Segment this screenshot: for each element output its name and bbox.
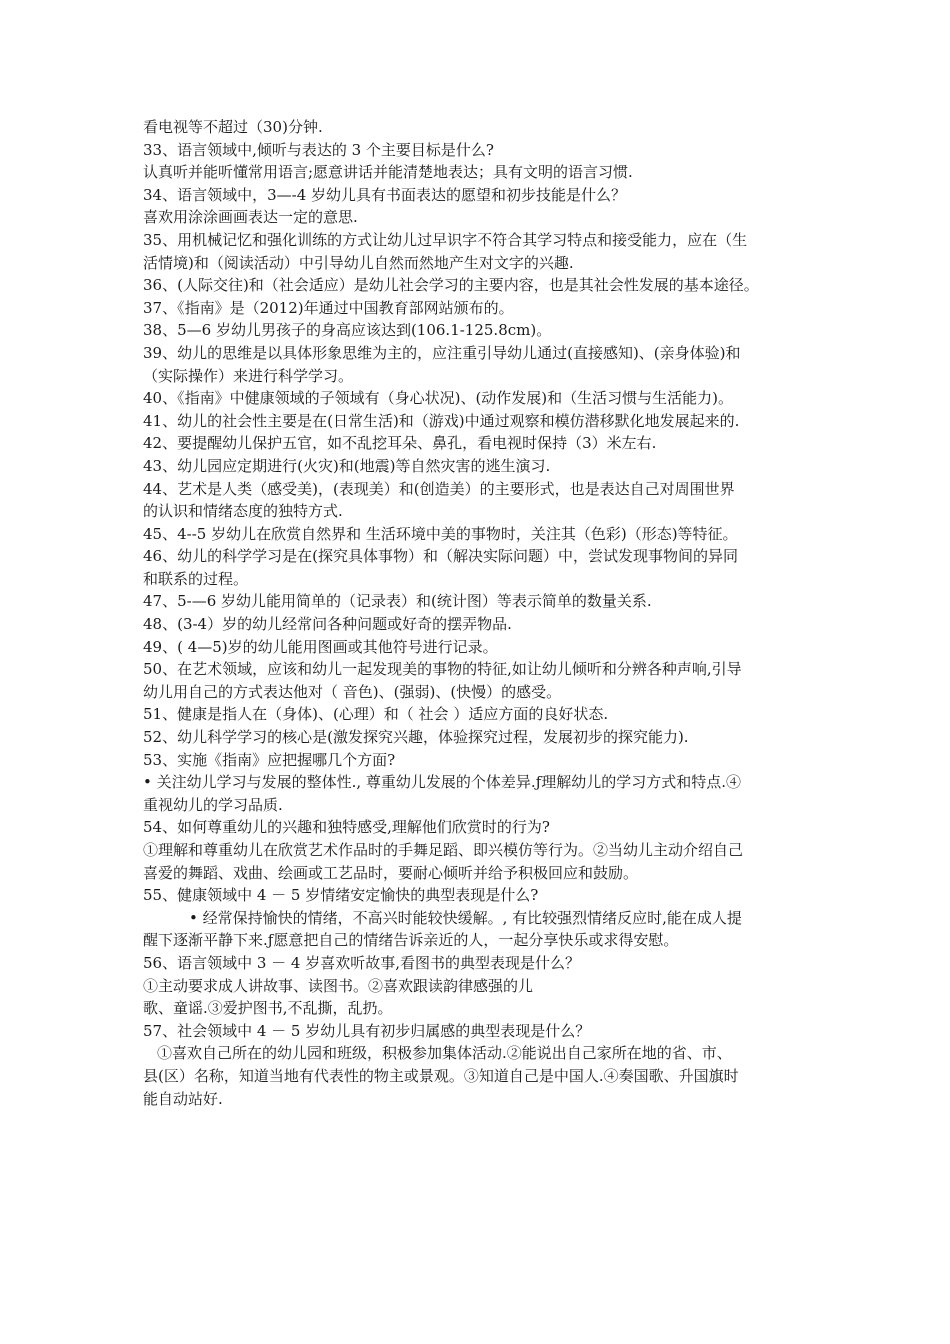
answer-34: 喜欢用涂涂画画表达一定的意思. <box>143 208 358 227</box>
item-51: 51、健康是指人在（身体)、(心理）和（ 社会 ）适应方面的良好状态. <box>143 705 609 724</box>
item-47: 47、5-—6 岁幼儿能用简单的（记录表）和(统计图）等表示简单的数量关系. <box>143 592 652 611</box>
item-48: 48、(3-4）岁的幼儿经常问各种问题或好奇的摆弄物品. <box>143 615 512 634</box>
answer-57-end: 能自动站好. <box>143 1089 223 1108</box>
item-49: 49、( 4—5)岁的幼儿能用图画或其他符号进行记录。 <box>143 637 498 656</box>
question-53: 53、实施《指南》应把握哪几个方面? <box>143 750 396 769</box>
item-52: 52、幼儿科学学习的核心是(激发探究兴趣，体验探究过程，发展初步的探究能力). <box>143 728 689 747</box>
item-39: 39、幼儿的思维是以具体形象思维为主的，应注重引导幼儿通过(直接感知)、(亲身体验)和 <box>143 343 741 362</box>
answer-55-cont: 醒下逐渐平静下来.ƒ愿意把自己的情绪告诉亲近的人，一起分享快乐或求得安慰。 <box>143 931 679 950</box>
document-body <box>143 116 811 1110</box>
question-54: 54、如何尊重幼儿的兴趣和独特感受,理解他们欣赏时的行为? <box>143 818 550 837</box>
answer-57: ①喜欢自己所在的幼儿园和班级，积极参加集体活动.②能说出自己家所在地的省、市、 <box>157 1044 732 1063</box>
question-34: 34、语言领域中，3—-4 岁幼儿具有书面表达的愿望和初步技能是什么？ <box>143 185 627 204</box>
answer-55: • 经常保持愉快的情绪，不高兴时能较快缓解。, 有比较强烈情绪反应时,能在成人提 <box>189 908 742 927</box>
question-33: 33、语言领域中,倾听与表达的 3 个主要目标是什么? <box>143 140 494 159</box>
item-50: 50、在艺术领域，应该和幼儿一起发现美的事物的特征,如让幼儿倾听和分辨各种声响,引导 <box>143 660 742 679</box>
item-36: 36、(人际交往)和（社会适应）是幼儿社会学习的主要内容，也是其社会性发展的基本途径。 <box>143 276 759 295</box>
text-line: 看电视等不超过（30)分钟. <box>143 118 323 136</box>
item-44: 44、艺术是人类（感受美)，(表现美）和(创造美）的主要形式，也是表达自己对周围世界 <box>143 479 735 498</box>
item-44-cont: 的认识和情绪态度的独特方式. <box>143 502 343 521</box>
item-35-cont: 活情境)和（阅读活动）中引导幼儿自然而然地产生对文字的兴趣. <box>143 253 574 272</box>
item-45: 45、4--5 岁幼儿在欣赏自然界和 生活环境中美的事物时，关注其（色彩)（形态)等特征。 <box>143 524 738 543</box>
answer-54-cont: 喜爱的舞蹈、戏曲、绘画或工艺品时，要耐心倾听并给予积极回应和鼓励。 <box>143 863 639 882</box>
item-39-cont: （实际操作）来进行科学学习。 <box>143 366 354 385</box>
question-55: 55、健康领域中 4 － 5 岁情绪安定愉快的典型表现是什么? <box>143 886 539 905</box>
answer-53-cont: 重视幼儿的学习品质. <box>143 795 283 814</box>
answer-54: ①理解和尊重幼儿在欣赏艺术作品时的手舞足蹈、即兴模仿等行为。②当幼儿主动介绍自己 <box>143 841 744 859</box>
item-43: 43、幼儿园应定期进行(火灾)和(地震)等自然灾害的逃生演习. <box>143 456 551 475</box>
item-37: 37、《指南》是（2012)年通过中国教育部网站颁布的。 <box>143 298 514 317</box>
item-38: 38、5—6 岁幼儿男孩子的身高应该达到(106.1-125.8cm)。 <box>143 321 552 340</box>
answer-53: • 关注幼儿学习与发展的整体性., 尊重幼儿发展的个体差异.ƒ理解幼儿的学习方式和特点.④ <box>143 773 742 792</box>
item-40: 40、《指南》中健康领域的子领域有（身心状况)、(动作发展)和（生活习惯与生活能力)。 <box>143 389 733 408</box>
item-42: 42、要提醒幼儿保护五官，如不乱挖耳朵、鼻孔，看电视时保持（3）米左右. <box>143 434 657 453</box>
answer-56: ①主动要求成人讲故事、读图书。②喜欢跟读韵律感强的儿 <box>143 976 534 995</box>
item-35: 35、用机械记忆和强化训练的方式让幼儿过早识字不符合其学习特点和接受能力，应在（生 <box>143 230 748 249</box>
answer-57-cont: 县(区）名称，知道当地有代表性的物主或景观。③知道自己是中国人.④奏国歌、升国旗时 <box>143 1066 739 1085</box>
answer-33: 认真听并能听懂常用语言;愿意讲话并能清楚地表达；具有文明的语言习惯. <box>143 163 633 182</box>
item-50-cont: 幼儿用自己的方式表达他对（ 音色)、(强弱)、(快慢）的感受。 <box>143 682 562 701</box>
question-56: 56、语言领域中 3 － 4 岁喜欢听故事,看图书的典型表现是什么？ <box>143 953 581 972</box>
answer-56-cont: 歌、童谣.③爱护图书,不乱撕，乱扔。 <box>143 999 393 1018</box>
question-57: 57、社会领域中 4 － 5 岁幼儿具有初步归属感的典型表现是什么？ <box>143 1021 591 1040</box>
item-46: 46、幼儿的科学学习是在(探究具体事物）和（解决实际问题）中，尝试发现事物间的异同 <box>143 547 738 566</box>
item-41: 41、幼儿的社会性主要是在(日常生活)和（游戏)中通过观察和模仿潜移默化地发展起来的. <box>143 411 740 430</box>
item-46-cont: 和联系的过程。 <box>143 569 249 588</box>
